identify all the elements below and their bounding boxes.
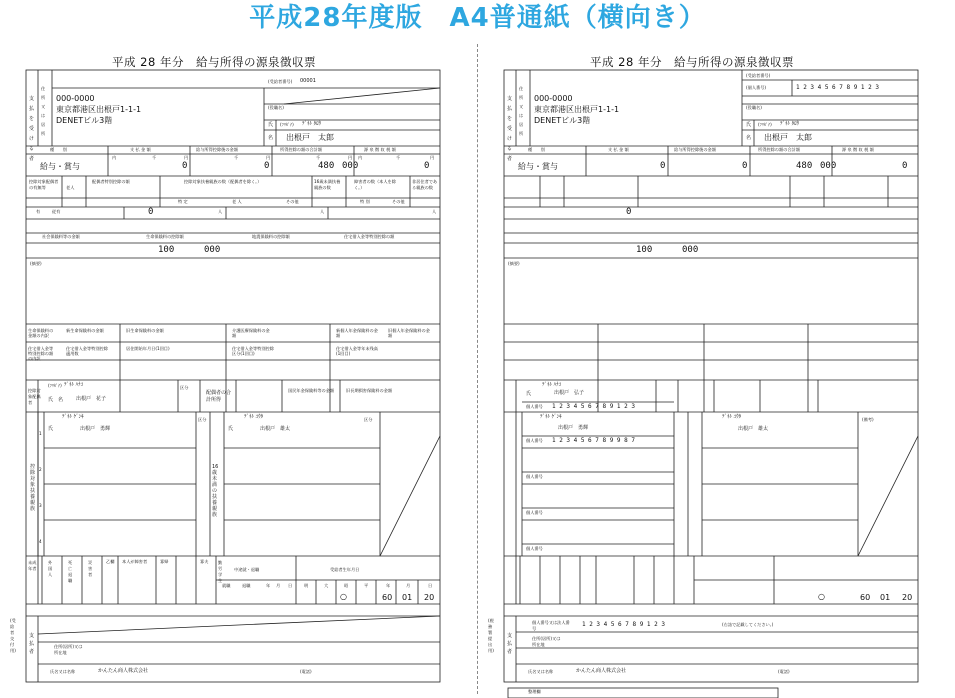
old-pension-insurance-label: 旧個人年金保険料の金額 — [388, 328, 430, 338]
dependent-1-personal-number: 123456789987 — [552, 437, 639, 444]
social-insurance-head: 社会保険料等の金額 — [42, 234, 80, 239]
payment-kind: 給与・賞与 — [518, 162, 558, 171]
dependents-head: 控除対象扶養親族の数（配偶者を除く。） — [184, 179, 262, 184]
social-insurance-tail: 000 — [682, 245, 699, 255]
unit-thousand: 千 — [152, 155, 157, 160]
payer-phone-label: (電話) — [778, 669, 790, 674]
header-total-deductions: 所得控除の額の合計額 — [758, 147, 800, 152]
row-number-3: 3 — [39, 503, 42, 508]
life-breakdown-label: 生命保険料の金額の内訳 — [28, 328, 54, 338]
sub-other: その他 — [392, 199, 405, 204]
payer-name-label: 氏名又は名称 — [528, 669, 554, 674]
header-payment: 支 払 金 額 — [608, 147, 629, 152]
mark-present: 有 — [36, 209, 41, 214]
after-deduction-amount: 0 — [742, 161, 748, 171]
furigana-label: (ﾌﾘｶﾞﾅ) — [280, 122, 294, 127]
deduction-total: 480 — [318, 161, 335, 171]
sub-day: 日 — [288, 583, 293, 588]
payer-personal-number: 123456789123 — [582, 621, 669, 628]
dependent-1-name-label: 氏 — [48, 426, 54, 432]
recipient-postal-code: 000-0000 — [534, 94, 573, 103]
birth-day: 20 — [902, 593, 913, 602]
sub-month: 月 — [406, 583, 411, 588]
spouse-name: 出根戸 弘子 — [554, 390, 585, 396]
payer-block-label: 支払者 — [507, 633, 513, 655]
sub-year: 年 — [386, 583, 391, 588]
office-use-label: 整理欄 — [528, 689, 541, 694]
page-banner-title: 平成28年度版 A4普通紙（横向き） — [249, 3, 706, 33]
kubun-label: 区分 — [180, 385, 189, 390]
serial-value: 00001 — [300, 78, 316, 84]
dependent-2-personal-label: 個人番号 — [526, 474, 543, 479]
name-label-upper: 氏 — [268, 122, 274, 128]
social-insurance-amount: 100 — [636, 245, 653, 255]
notes-label: (備考) — [862, 417, 874, 422]
recipient-postal-code: 000-0000 — [56, 94, 95, 103]
dependent-1-name: 出根戸 勇輝 — [80, 426, 111, 432]
unit-people: 人 — [218, 209, 223, 214]
elderly-head: 老人 — [66, 185, 75, 190]
dependents-vertical-label: 控除対象扶養親族 — [30, 464, 36, 512]
nonresident-head: 非居住者である親族の数 — [412, 179, 438, 190]
care-insurance-label: 介護医療保険料の金額 — [232, 328, 270, 338]
payment-amount: 0 — [182, 161, 188, 171]
birth-day: 20 — [424, 593, 435, 602]
recipient-name: 出根戸 太郎 — [286, 133, 334, 142]
role-label: (役職名) — [746, 105, 762, 110]
payer-number-note: (右詰で記載してください。) — [722, 622, 774, 627]
disaster-head: 災害者 — [88, 560, 93, 577]
sub-special: 特 別 — [360, 199, 370, 204]
recipient-furigana: ﾃﾞﾈﾄ ﾀﾛｳ — [302, 121, 322, 127]
address-side-label: 住所又は居所 — [519, 86, 524, 136]
deduction-total-tail: 000 — [820, 161, 837, 171]
death-retirement-head: 死亡退職 — [68, 560, 73, 583]
new-life-insurance-label: 新生命保険料の金額 — [66, 328, 104, 333]
unit-thousand: 千 — [316, 155, 321, 160]
recipient-side-label: 支払を受ける者 — [29, 96, 35, 162]
housing-balance-label: 住宅借入金等年末残高(1回目) — [336, 346, 378, 356]
kubun-label: 区分 — [364, 417, 373, 422]
row-number-1: 1 — [39, 431, 42, 436]
social-insurance-amount: 100 — [158, 245, 175, 255]
era-showa: 昭 — [344, 583, 349, 588]
spouse-special-amount: 0 — [626, 207, 632, 217]
after-deduction-amount: 0 — [264, 161, 270, 171]
housing-breakdown-label: 住宅借入金等特別控除の額の内訳 — [28, 346, 54, 361]
era-taisho: 大 — [324, 583, 329, 588]
withholding-tax: 0 — [902, 161, 908, 171]
deduction-total-tail: 000 — [342, 161, 359, 171]
dependent-1-name: 出根戸 勇輝 — [558, 425, 589, 431]
minor-head: 未成年者 — [28, 560, 37, 571]
sub-other: その他 — [286, 199, 299, 204]
sub-retire: 退職 — [242, 583, 251, 588]
copy-type-label: (受給者交付用) — [10, 618, 16, 653]
name-label-upper: 氏 — [746, 122, 752, 128]
recipient-address: 東京都港区出根戸1-1-1 — [56, 105, 142, 114]
sub-hire: 就職 — [222, 583, 231, 588]
copy-type-label: (税務署提出用) — [488, 618, 494, 653]
deduction-total: 480 — [796, 161, 813, 171]
otsu-head: 乙欄 — [106, 559, 115, 564]
working-student-head: 勤労学生 — [218, 560, 223, 583]
dependent-1-furigana: ﾃﾞﾈﾄ ｹﾞﾝｷ — [540, 414, 562, 420]
housing-kind-label: 住宅借入金等特別控除区分(1回目) — [232, 346, 274, 356]
residence-start-label: 居住開始年月日(1回目) — [126, 346, 170, 351]
serial-label: (受給者番号) — [746, 73, 771, 78]
personal-number-label: (個人番号) — [746, 85, 767, 90]
payer-name: かんたん商人株式会社 — [576, 668, 627, 674]
summary-label: (摘要) — [508, 261, 520, 266]
child-1-name: 出根戸 雄太 — [738, 426, 769, 432]
dependent-1-furigana: ﾃﾞﾈﾄ ｹﾞﾝｷ — [62, 414, 84, 420]
era-circle-mark: ○ — [818, 592, 825, 601]
row-number-2: 2 — [39, 467, 42, 472]
child-1-furigana: ﾃﾞﾈﾄ ﾕｳﾀ — [722, 414, 742, 420]
summary-label: (摘要) — [30, 261, 42, 266]
header-tax: 源 泉 徴 収 税 額 — [842, 147, 874, 152]
birth-year: 60 — [860, 593, 871, 602]
under16-head: 16歳未満扶養親族の数 — [314, 179, 341, 190]
withholding-tax: 0 — [424, 161, 430, 171]
payer-address-label: 住所(居所)又は所在地 — [54, 644, 83, 655]
birthdate-head: 受給者生年月日 — [330, 567, 360, 572]
spouse-name: 出根戸 花子 — [76, 396, 107, 402]
widow-head: 寡婦 — [160, 559, 169, 564]
unit-yen: 円 — [266, 155, 271, 160]
recipient-side-label: 支払を受ける者 — [507, 96, 513, 162]
furigana-label: (ﾌﾘｶﾞﾅ) — [758, 122, 772, 127]
under16-vertical-label: 16歳未満の扶養親族 — [212, 464, 219, 518]
new-pension-insurance-label: 新個人年金保険料の金額 — [336, 328, 378, 338]
old-long-term-label: 旧長期損害保険料の金額 — [346, 388, 393, 393]
unit-thousand: 千 — [234, 155, 239, 160]
header-payment: 支 払 金 額 — [130, 147, 151, 152]
spouse-personal-label: 個人番号 — [526, 404, 543, 409]
header-total-deductions: 所得控除の額の合計額 — [280, 147, 322, 152]
social-insurance-tail: 000 — [204, 245, 221, 255]
housing-loan-head: 住宅借入金等特別控除の額 — [344, 234, 395, 239]
widower-head: 寡夫 — [200, 559, 209, 564]
unit-people: 人 — [432, 209, 437, 214]
payer-name: かんたん商人株式会社 — [98, 668, 149, 674]
role-label: (役職名) — [268, 105, 284, 110]
foreigner-head: 外国人 — [48, 560, 53, 577]
spouse-name-label-2: 名 — [58, 397, 64, 403]
unit-inner: 内 — [358, 155, 363, 160]
payer-personal-label: 個人番号又は法人番号 — [532, 620, 570, 631]
spouse-section-label: 控除対象配偶者 — [28, 388, 41, 405]
kubun-label: 区分 — [198, 417, 207, 422]
unit-yen: 円 — [348, 155, 353, 160]
recipient-building: DENETビル3階 — [56, 116, 113, 125]
housing-count-label: 住宅借入金等特別控除適用数 — [66, 346, 108, 356]
dependent-1-personal-label: 個人番号 — [526, 438, 543, 443]
birth-year: 60 — [382, 593, 393, 602]
header-tax: 源 泉 徴 収 税 額 — [364, 147, 396, 152]
unit-thousand: 千 — [396, 155, 401, 160]
old-life-insurance-label: 旧生命保険料の金額 — [126, 328, 164, 333]
spouse-income-label: 配偶者の合計所得 — [206, 390, 232, 403]
withholding-slip-tax-office-copy — [478, 44, 954, 698]
recipient-furigana: ﾃﾞﾈﾄ ﾀﾛｳ — [780, 121, 800, 127]
header-kind: 種 別 — [50, 147, 67, 152]
unit-yen: 円 — [184, 155, 189, 160]
personal-number: 123456789123 — [796, 84, 883, 91]
birth-month: 01 — [402, 593, 413, 602]
spouse-special-head: 配偶者特別控除の額 — [92, 179, 130, 184]
disabled-head: 障害者の数（本人を除く。） — [354, 179, 396, 190]
era-heisei: 平 — [364, 583, 369, 588]
spouse-special-amount: 0 — [148, 207, 154, 217]
child-1-furigana: ﾃﾞﾈﾄ ﾕｳﾀ — [244, 414, 264, 420]
header-after-deduction: 給与所得控除後の金額 — [196, 147, 238, 152]
furigana-label: (ﾌﾘｶﾞﾅ) — [48, 383, 62, 388]
sub-year: 年 — [266, 583, 271, 588]
national-pension-label: 国民年金保険料等の金額 — [288, 388, 335, 393]
payer-name-label: 氏名又は名称 — [50, 669, 76, 674]
header-after-deduction: 給与所得控除後の金額 — [674, 147, 716, 152]
birth-month: 01 — [880, 593, 891, 602]
header-kind: 種 別 — [528, 147, 545, 152]
row-number-4: 4 — [39, 539, 42, 544]
child-1-name-label: 氏 — [228, 426, 234, 432]
withholding-slip-recipient-copy — [0, 44, 476, 698]
unit-yen: 円 — [430, 155, 435, 160]
dependent-4-personal-label: 個人番号 — [526, 546, 543, 551]
payment-kind: 給与・賞与 — [40, 162, 80, 171]
spouse-name-label: 氏 — [48, 397, 54, 403]
job-change-head: 中途就・退職 — [234, 567, 260, 572]
payment-amount: 0 — [660, 161, 666, 171]
form-title: 平成 28 年分 給与所得の源泉徴収票 — [590, 55, 794, 69]
address-side-label: 住所又は居所 — [41, 86, 46, 136]
sub-elderly: 老 人 — [232, 199, 242, 204]
form-title: 平成 28 年分 給与所得の源泉徴収票 — [112, 55, 316, 69]
spouse-status-head: 控除対象配偶者の有無等 — [29, 179, 59, 190]
spouse-personal-number: 123456789123 — [552, 403, 639, 410]
earthquake-insurance-head: 地震保険料の控除額 — [252, 234, 290, 239]
sub-month: 月 — [276, 583, 281, 588]
payer-address-label: 住所(居所)又は所在地 — [532, 636, 561, 647]
recipient-building: DENETビル3階 — [534, 116, 591, 125]
unit-inner: 内 — [112, 155, 117, 160]
child-1-name: 出根戸 雄太 — [260, 426, 291, 432]
era-circle-mark: ○ — [340, 592, 347, 601]
spouse-furigana: ﾃﾞﾈﾄ ﾊﾅｺ — [542, 382, 562, 388]
sub-specific: 特 定 — [178, 199, 188, 204]
recipient-name: 出根戸 太郎 — [764, 133, 812, 142]
payer-block-label: 支払者 — [29, 633, 35, 655]
life-insurance-head: 生命保険料の控除額 — [146, 234, 184, 239]
serial-label: (受給者番号) — [268, 79, 293, 84]
mark-secondary: 従有 — [52, 209, 61, 214]
recipient-address: 東京都港区出根戸1-1-1 — [534, 105, 620, 114]
unit-people: 人 — [320, 209, 325, 214]
payer-phone-label: (電話) — [300, 669, 312, 674]
dependent-3-personal-label: 個人番号 — [526, 510, 543, 515]
sub-day: 日 — [428, 583, 433, 588]
spouse-name-label: 氏 — [526, 391, 532, 397]
self-disabled-head: 本人が障害者 — [122, 559, 148, 564]
era-meiji: 明 — [304, 583, 309, 588]
name-label-lower: 名 — [268, 135, 274, 141]
spouse-furigana: ﾃﾞﾈﾄ ﾊﾅｺ — [64, 382, 84, 388]
name-label-lower: 名 — [746, 135, 752, 141]
